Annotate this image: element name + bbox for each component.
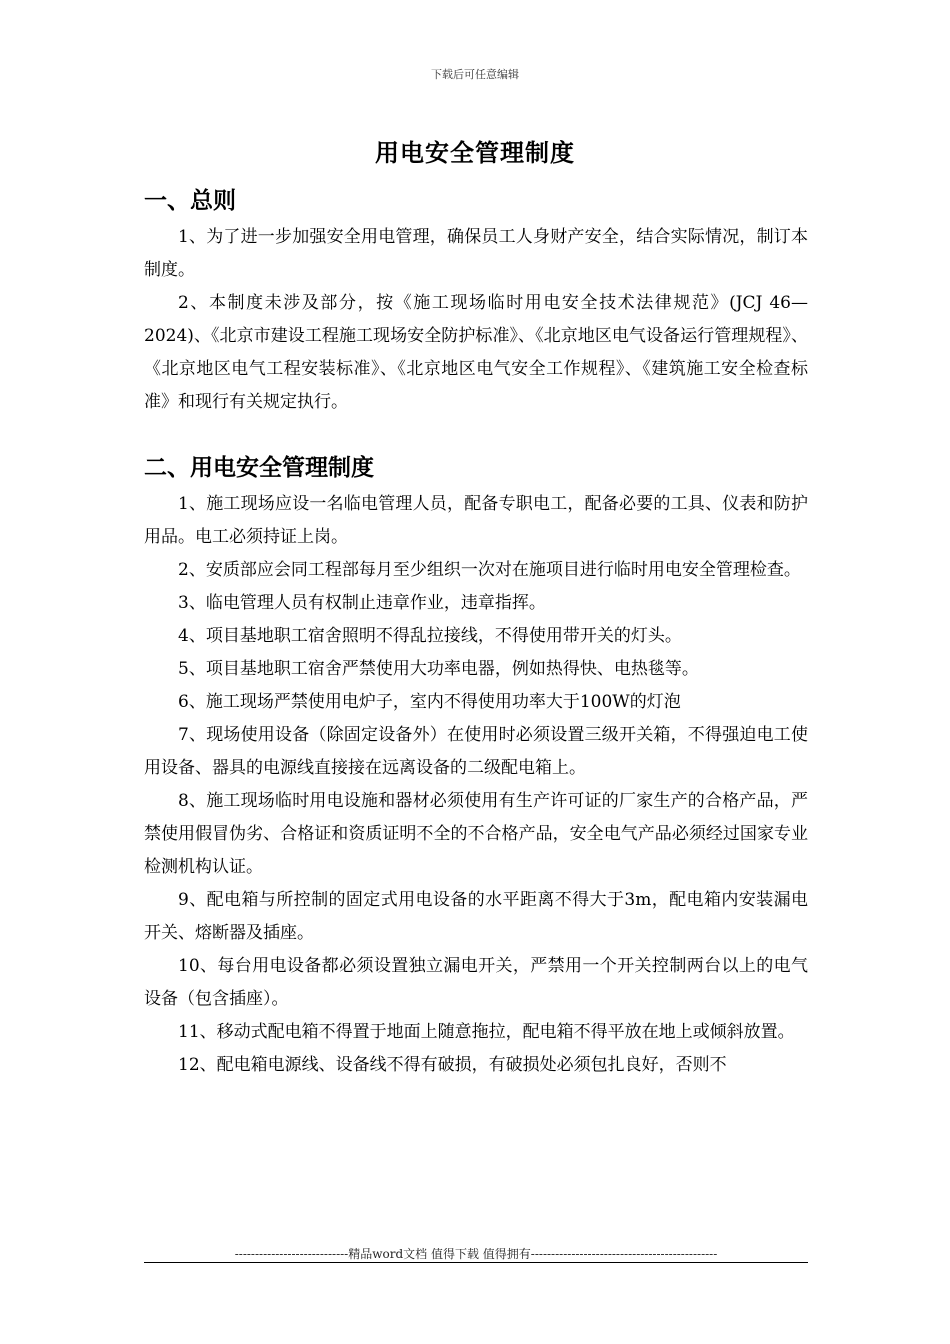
- paragraph: 10、每台用电设备都必须设置独立漏电开关，严禁用一个开关控制两台以上的电气设备（包含插座）。: [144, 956, 808, 1009]
- paragraph: 1、施工现场应设一名临电管理人员，配备专职电工，配备必要的工具、仪表和防护用品。电工必须持证上岗。: [144, 494, 808, 547]
- paragraph: 3、临电管理人员有权制止违章作业，违章指挥。: [178, 593, 546, 613]
- paragraph: 8、施工现场临时用电设施和器材必须使用有生产许可证的厂家生产的合格产品，严禁使用假冒伪劣、合格证和资质证明不全的不合格产品，安全电气产品必须经过国家专业检测机构认证。: [144, 791, 808, 877]
- document-title: 用电安全管理制度: [375, 138, 575, 167]
- footer-note: ----------------------------精品word文档 值得下载 值得拥有----------------------------------------------: [234, 1247, 718, 1261]
- section-safety-rules: [144, 448, 808, 1082]
- section-general: [144, 181, 808, 419]
- paragraph: 6、施工现场严禁使用电炉子，室内不得使用功率大于100W的灯泡: [178, 692, 681, 712]
- header-note: 下载后可任意编辑: [431, 68, 519, 81]
- paragraph: 1、为了进一步加强安全用电管理，确保员工人身财产安全，结合实际情况，制订本制度。: [144, 227, 808, 280]
- paragraph: 7、现场使用设备（除固定设备外）在使用时必须设置三级开关箱，不得强迫电工使用设备、器具的电源线直接接在远离设备的二级配电箱上。: [144, 725, 808, 778]
- paragraph: 2、本制度未涉及部分，按《施工现场临时用电安全技术法律规范》(JCJ 46—2024)、《北京市建设工程施工现场安全防护标准》、《北京地区电气设备运行管理规程》、《北京地区电气工程安装标准》、《北京地区电气安全工作规程》、《建筑施工安全检查标准》和现行有关规定执行。: [144, 293, 808, 412]
- paragraph: 9、配电箱与所控制的固定式用电设备的水平距离不得大于3m，配电箱内安装漏电开关、熔断器及插座。: [144, 890, 808, 943]
- paragraph: 12、配电箱电源线、设备线不得有破损，有破损处必须包扎良好，否则不: [178, 1055, 727, 1075]
- section-heading: 一、总则: [144, 187, 236, 214]
- paragraph: 5、项目基地职工宿舍严禁使用大功率电器，例如热得快、电热毯等。: [178, 659, 699, 679]
- section-heading: 二、用电安全管理制度: [144, 454, 374, 481]
- footer-divider: [144, 1262, 808, 1263]
- paragraph: 11、移动式配电箱不得置于地面上随意拖拉，配电箱不得平放在地上或倾斜放置。: [178, 1022, 795, 1042]
- paragraph: 2、安质部应会同工程部每月至少组织一次对在施项目进行临时用电安全管理检查。: [178, 560, 801, 580]
- paragraph: 4、项目基地职工宿舍照明不得乱拉接线，不得使用带开关的灯头。: [178, 626, 682, 646]
